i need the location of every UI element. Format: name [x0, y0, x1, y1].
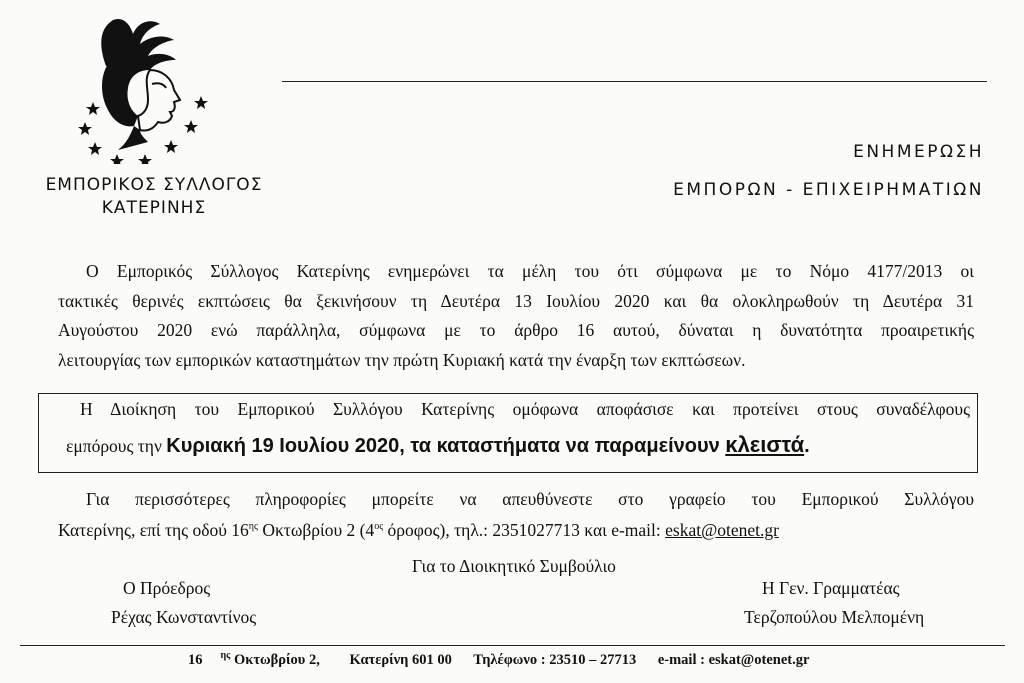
info-floor: Οκτωβρίου 2 (4 [257, 520, 375, 540]
org-name-line1: ΕΜΠΟΡΙΚΟΣ ΣΥΛΛΟΓΟΣ [45, 175, 263, 195]
info-sup2: ος [374, 521, 384, 533]
info-contact: όροφος), τηλ.: 2351027713 και e-mail: [383, 520, 666, 540]
para1-line: Αυγούστου 2020 ενώ παράλληλα, σύμφωνα με το άρθρο 16 αυτού, δύναται η δυνατότητα προαιρετικής [58, 320, 974, 340]
para1-line: Ο Εμπορικός Σύλλογος Κατερίνης ενημερώνει τα μέλη του ότι σύμφωνα με το Νόμο 4177/2013 οι [86, 261, 974, 281]
info-email-link[interactable]: eskat@otenet.gr [665, 520, 779, 540]
box-date: Κυριακή 19 Ιουλίου 2020 [166, 435, 400, 457]
footer-phone: Τηλέφωνο : 23510 – 27713 [473, 651, 637, 668]
info-street: Κατερίνης, επί της οδού 16 [58, 520, 249, 540]
box-line2-mid: , τα καταστήματα να παραμείνουν [399, 435, 726, 457]
footer-street [188, 652, 338, 668]
info-line2 [58, 520, 779, 541]
title-line2: ΕΜΠΟΡΩΝ - ΕΠΙΧΕΙΡΗΜΑΤΙΩΝ [673, 180, 984, 200]
header-rule [282, 81, 987, 82]
para1-line: λειτουργίας των εμπορικών καταστημάτων την πρώτη Κυριακή κατά την έναρξη των εκπτώσεων. [58, 349, 746, 370]
footer-email[interactable]: e-mail : eskat@otenet.gr [657, 651, 810, 668]
footer-street-rest: Οκτωβρίου 2, [230, 651, 320, 668]
box-line2 [66, 432, 971, 458]
box-line2-prefix: εμπόρους την [66, 436, 167, 456]
box-closed-word: κλειστά [725, 432, 805, 457]
secretary-role: Η Γεν. Γραμματέας [762, 578, 900, 598]
secretary-name: Τερζοπούλου Μελπομένη [744, 607, 925, 627]
info-sup1: ης [248, 521, 258, 533]
footer-contact [188, 650, 827, 669]
info-line1: Για περισσότερες πληροφορίες μπορείτε να απευθύνεστε στο γραφείο του Εμπορικού Συλλόγου [86, 489, 974, 509]
box-line1: Η Διοίκηση του Εμπορικού Συλλόγου Κατερίνης ομόφωνα αποφάσισε και προτείνει στους συναδέλφους [80, 399, 970, 419]
footer-city: Κατερίνη 601 00 [349, 651, 452, 668]
president-name: Ρέχας Κωνσταντίνος [111, 607, 257, 627]
footer-rule [20, 645, 1005, 646]
hermes-logo-icon [78, 14, 213, 164]
board-label: Για το Διοικητικό Συμβούλιο [412, 556, 616, 576]
footer-street-num: 16 [188, 651, 203, 668]
title-line1: ΕΝΗΜΕΡΩΣΗ [853, 142, 984, 162]
announcement-paragraph [58, 257, 974, 375]
president-role: Ο Πρόεδρος [123, 578, 211, 598]
footer-street-sup: ης [220, 650, 231, 661]
box-line2-end: . [804, 435, 810, 457]
org-name-line2: ΚΑΤΕΡΙΝΗΣ [101, 198, 207, 218]
para1-line: τακτικές θερινές εκπτώσεις θα ξεκινήσουν τη Δευτέρα 13 Ιουλίου 2020 και θα ολοκληρωθούν τη Δευτέρα 31 [58, 290, 974, 311]
